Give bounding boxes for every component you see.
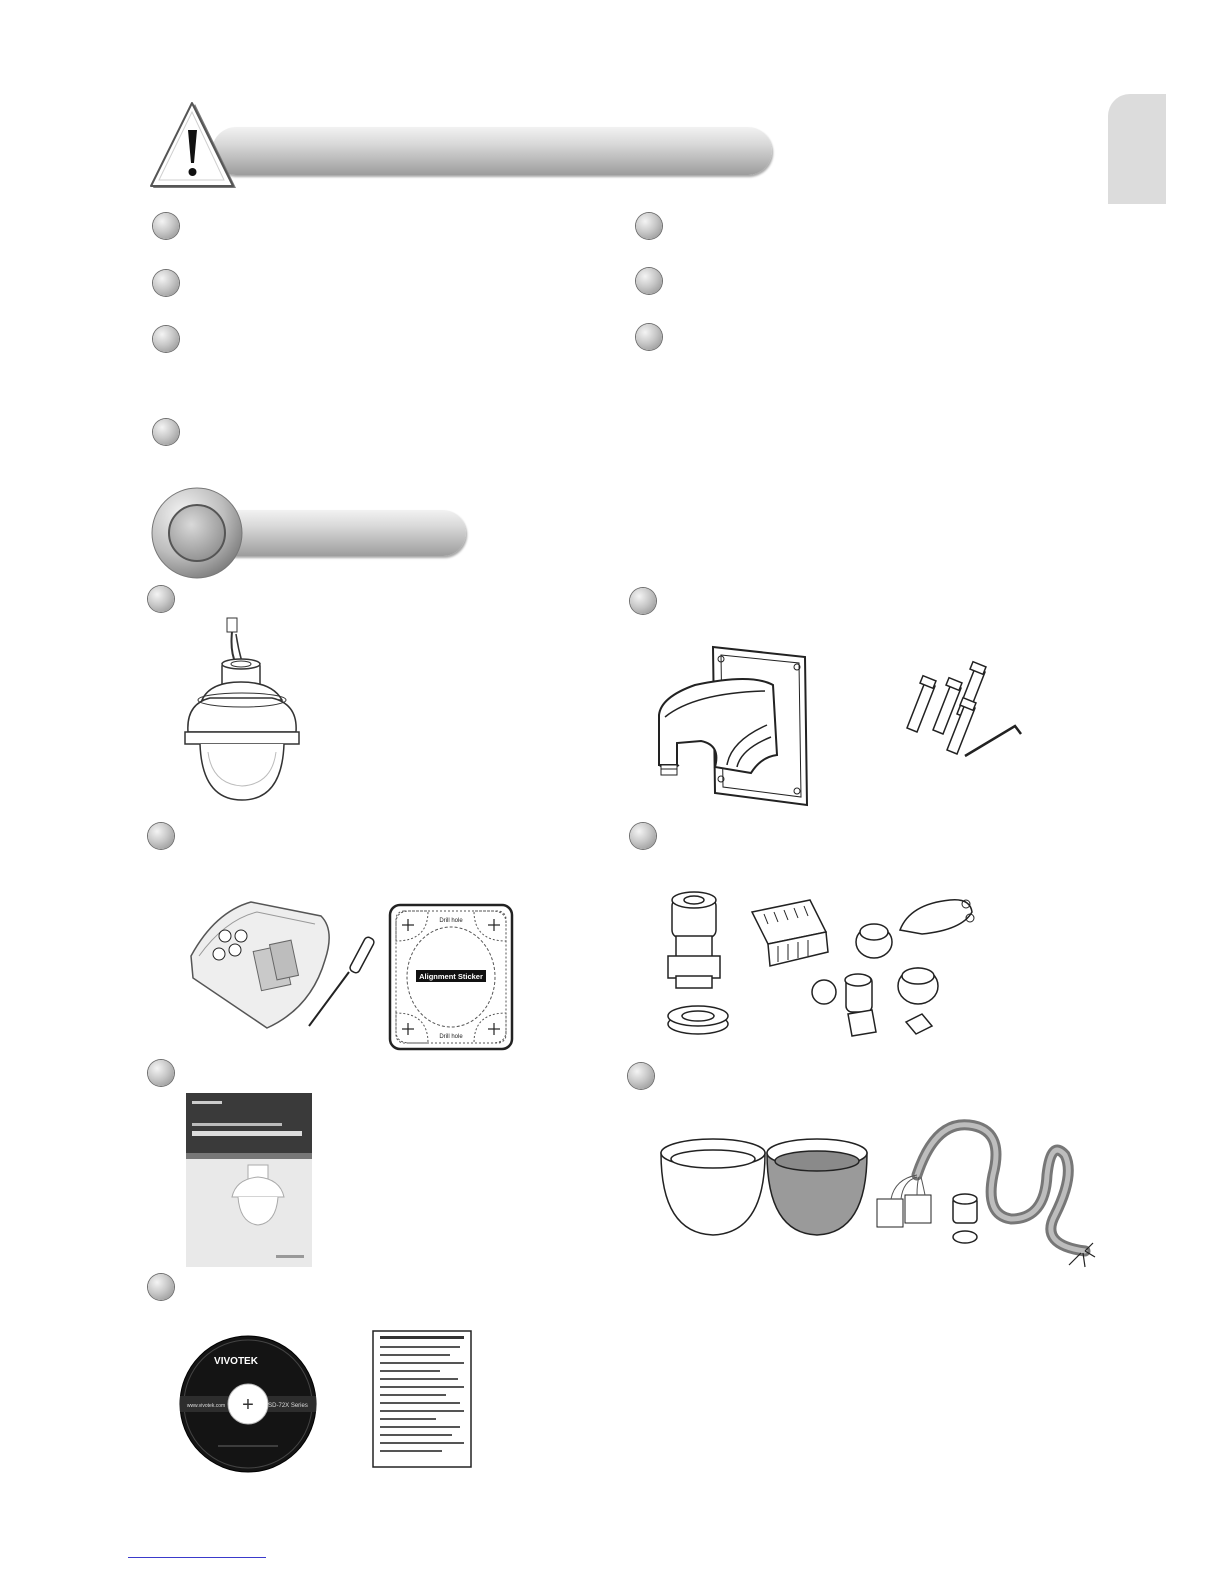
package-bullet-connectors bbox=[630, 823, 656, 849]
screws-and-screwdriver-illustration bbox=[185, 890, 385, 1030]
package-bullet-guide bbox=[148, 1060, 174, 1086]
package-header-circle bbox=[150, 486, 244, 580]
warning-header-bar bbox=[212, 127, 772, 175]
package-bullet-cd bbox=[148, 1274, 174, 1300]
sticker-drill-hole-bottom: Drill hole bbox=[439, 1034, 463, 1040]
warning-icon bbox=[148, 100, 240, 192]
package-header-bar bbox=[210, 510, 466, 556]
anchors-and-hex-key-illustration bbox=[895, 660, 1025, 760]
cd-brand: VIVOTEK bbox=[214, 1356, 258, 1367]
wall-mount-bracket-illustration bbox=[655, 645, 815, 810]
package-bullet-camera bbox=[148, 586, 174, 612]
connectors-and-accessories-illustration bbox=[660, 890, 980, 1042]
package-bullet-domes bbox=[628, 1063, 654, 1089]
warning-bullet-5 bbox=[636, 213, 662, 239]
warning-bullet-4 bbox=[153, 419, 179, 445]
sticker-label: Alignment Sticker bbox=[419, 972, 483, 981]
footnote-line bbox=[128, 1557, 266, 1558]
warning-bullet-2 bbox=[153, 270, 179, 296]
sticker-drill-hole-top: Drill hole bbox=[439, 918, 463, 924]
quick-installation-guide-illustration bbox=[186, 1093, 314, 1269]
software-cd-illustration bbox=[178, 1334, 318, 1474]
package-bullet-screws bbox=[148, 823, 174, 849]
warning-bullet-6 bbox=[636, 268, 662, 294]
camera-illustration bbox=[180, 612, 312, 806]
warning-bullet-7 bbox=[636, 324, 662, 350]
cd-center-glyph: + bbox=[242, 1394, 254, 1416]
package-bullet-bracket bbox=[630, 588, 656, 614]
warning-bullet-1 bbox=[153, 213, 179, 239]
cd-url: www.vivotek.com bbox=[186, 1403, 226, 1409]
dome-covers-and-cable-illustration bbox=[655, 1115, 1100, 1270]
cd-model: SD-72X Series bbox=[268, 1403, 308, 1409]
warranty-card-illustration bbox=[372, 1330, 474, 1470]
warning-bullet-3 bbox=[153, 326, 179, 352]
side-tab bbox=[1108, 94, 1166, 204]
alignment-sticker-illustration bbox=[388, 903, 514, 1051]
